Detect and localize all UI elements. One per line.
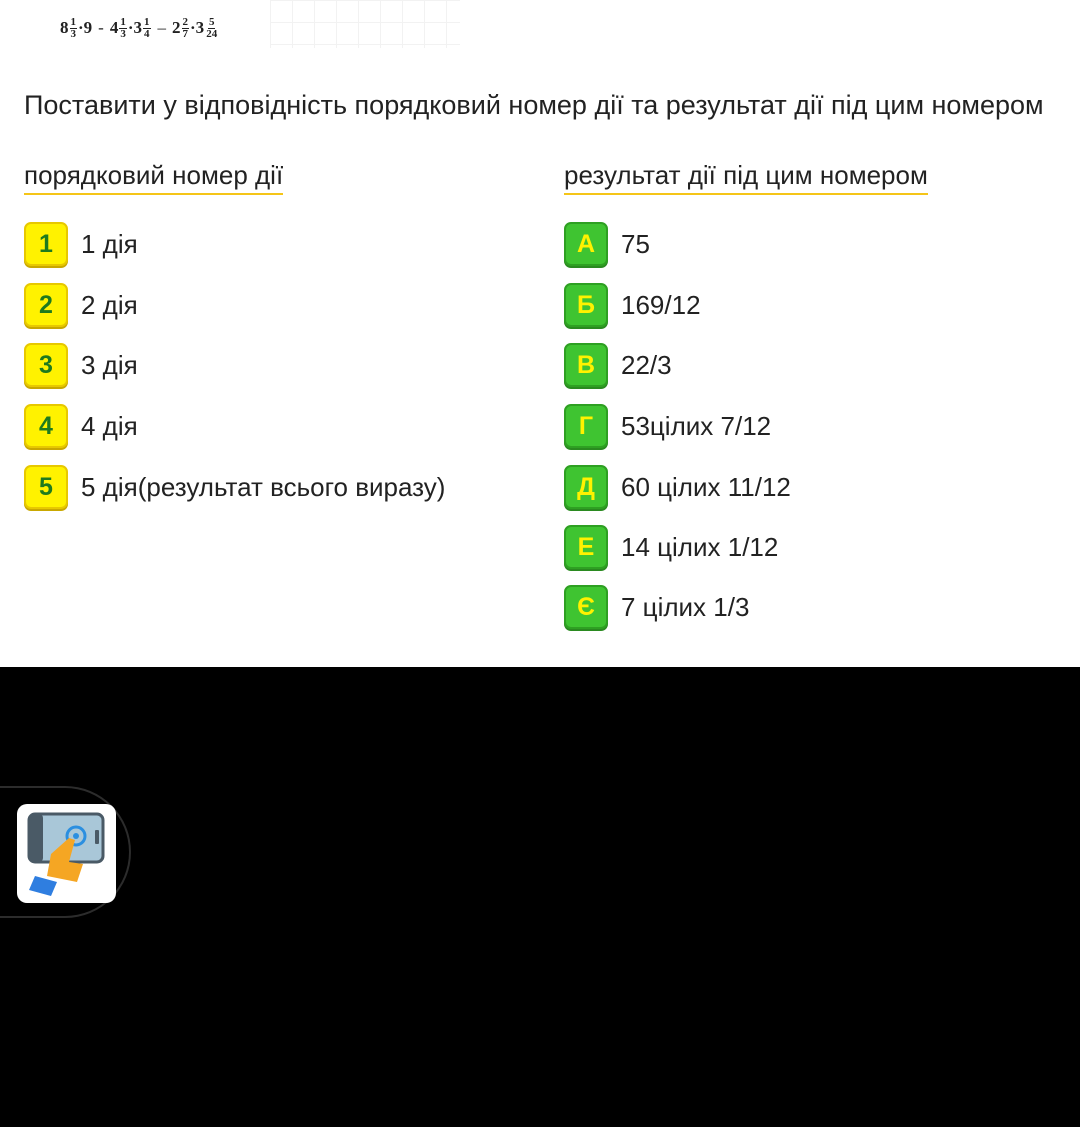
task-instruction: Поставити у відповідність порядковий номер дії та результат дії під цим номером: [24, 90, 1044, 120]
fraction-denominator: 7: [182, 27, 189, 40]
expr-term1-whole: 8: [60, 18, 69, 37]
step-item-2[interactable]: [24, 283, 138, 327]
step-label: 1 дія: [81, 228, 138, 259]
result-label: 14 цілих 1/12: [621, 531, 779, 562]
fraction-numerator: 1: [70, 15, 76, 28]
result-item-a[interactable]: [564, 222, 650, 266]
expr-term3b-fraction: [205, 17, 218, 40]
expr-term2-fraction: [119, 17, 127, 40]
step-label: 5 дія(результат всього виразу): [81, 471, 446, 502]
fraction-numerator: 1: [120, 15, 126, 28]
touch-assistant-icon-graphic: [17, 804, 116, 903]
left-column-header: порядковий номер дії: [24, 160, 283, 195]
step-item-4[interactable]: [24, 404, 138, 448]
expr-term1-fraction: [70, 17, 78, 40]
step-label: 3 дія: [81, 349, 138, 380]
right-column-header: результат дії під цим номером: [564, 160, 928, 195]
step-number-badge[interactable]: 1: [24, 222, 68, 266]
expr-term2-multiplier: ·3: [127, 18, 143, 37]
result-letter-badge[interactable]: Е: [564, 525, 608, 569]
fraction-denominator: 3: [120, 27, 126, 40]
result-item-v[interactable]: [564, 343, 672, 387]
fraction-denominator: 24: [206, 27, 218, 40]
step-number-badge[interactable]: 3: [24, 343, 68, 387]
step-number-badge[interactable]: 4: [24, 404, 68, 448]
fraction-denominator: 3: [70, 27, 76, 40]
result-label: 22/3: [621, 349, 672, 380]
step-number-badge[interactable]: 2: [24, 283, 68, 327]
result-letter-badge[interactable]: Б: [564, 283, 608, 327]
expr-operator: -: [98, 18, 104, 37]
result-letter-badge[interactable]: Є: [564, 585, 608, 629]
result-label: 75: [621, 228, 650, 259]
step-item-5[interactable]: [24, 465, 445, 509]
result-letter-badge[interactable]: В: [564, 343, 608, 387]
expr-term1-multiplier: ·9: [78, 18, 93, 37]
result-item-e[interactable]: [564, 525, 778, 569]
expr-operator: –: [157, 18, 167, 37]
fraction-denominator: 4: [144, 27, 150, 40]
expr-term3-whole: 2: [172, 18, 181, 37]
step-label: 4 дія: [81, 410, 138, 441]
result-label: 53цілих 7/12: [621, 410, 772, 441]
expr-term3-multiplier: ·3: [190, 18, 205, 37]
math-expression: [60, 6, 219, 50]
fraction-numerator: 5: [208, 15, 215, 28]
step-item-3[interactable]: [24, 343, 138, 387]
expr-term2b-fraction: [143, 17, 151, 40]
result-item-h[interactable]: [564, 404, 771, 448]
touch-assistant-icon[interactable]: [17, 804, 116, 903]
fraction-numerator: 1: [144, 15, 150, 28]
expr-term2-whole: 4: [109, 18, 119, 37]
result-letter-badge[interactable]: Г: [564, 404, 608, 448]
expr-term3-fraction: [182, 17, 190, 40]
result-item-d[interactable]: [564, 465, 791, 509]
result-label: 60 цілих 11/12: [621, 471, 791, 502]
step-item-1[interactable]: [24, 222, 138, 266]
result-label: 169/12: [621, 289, 701, 320]
result-letter-badge[interactable]: А: [564, 222, 608, 266]
result-item-b[interactable]: [564, 283, 701, 327]
result-item-ye[interactable]: [564, 585, 749, 629]
result-letter-badge[interactable]: Д: [564, 465, 608, 509]
result-label: 7 цілих 1/3: [621, 591, 750, 622]
background-grid: [270, 0, 460, 48]
fraction-numerator: 2: [182, 15, 189, 28]
step-label: 2 дія: [81, 289, 138, 320]
step-number-badge[interactable]: 5: [24, 465, 68, 509]
